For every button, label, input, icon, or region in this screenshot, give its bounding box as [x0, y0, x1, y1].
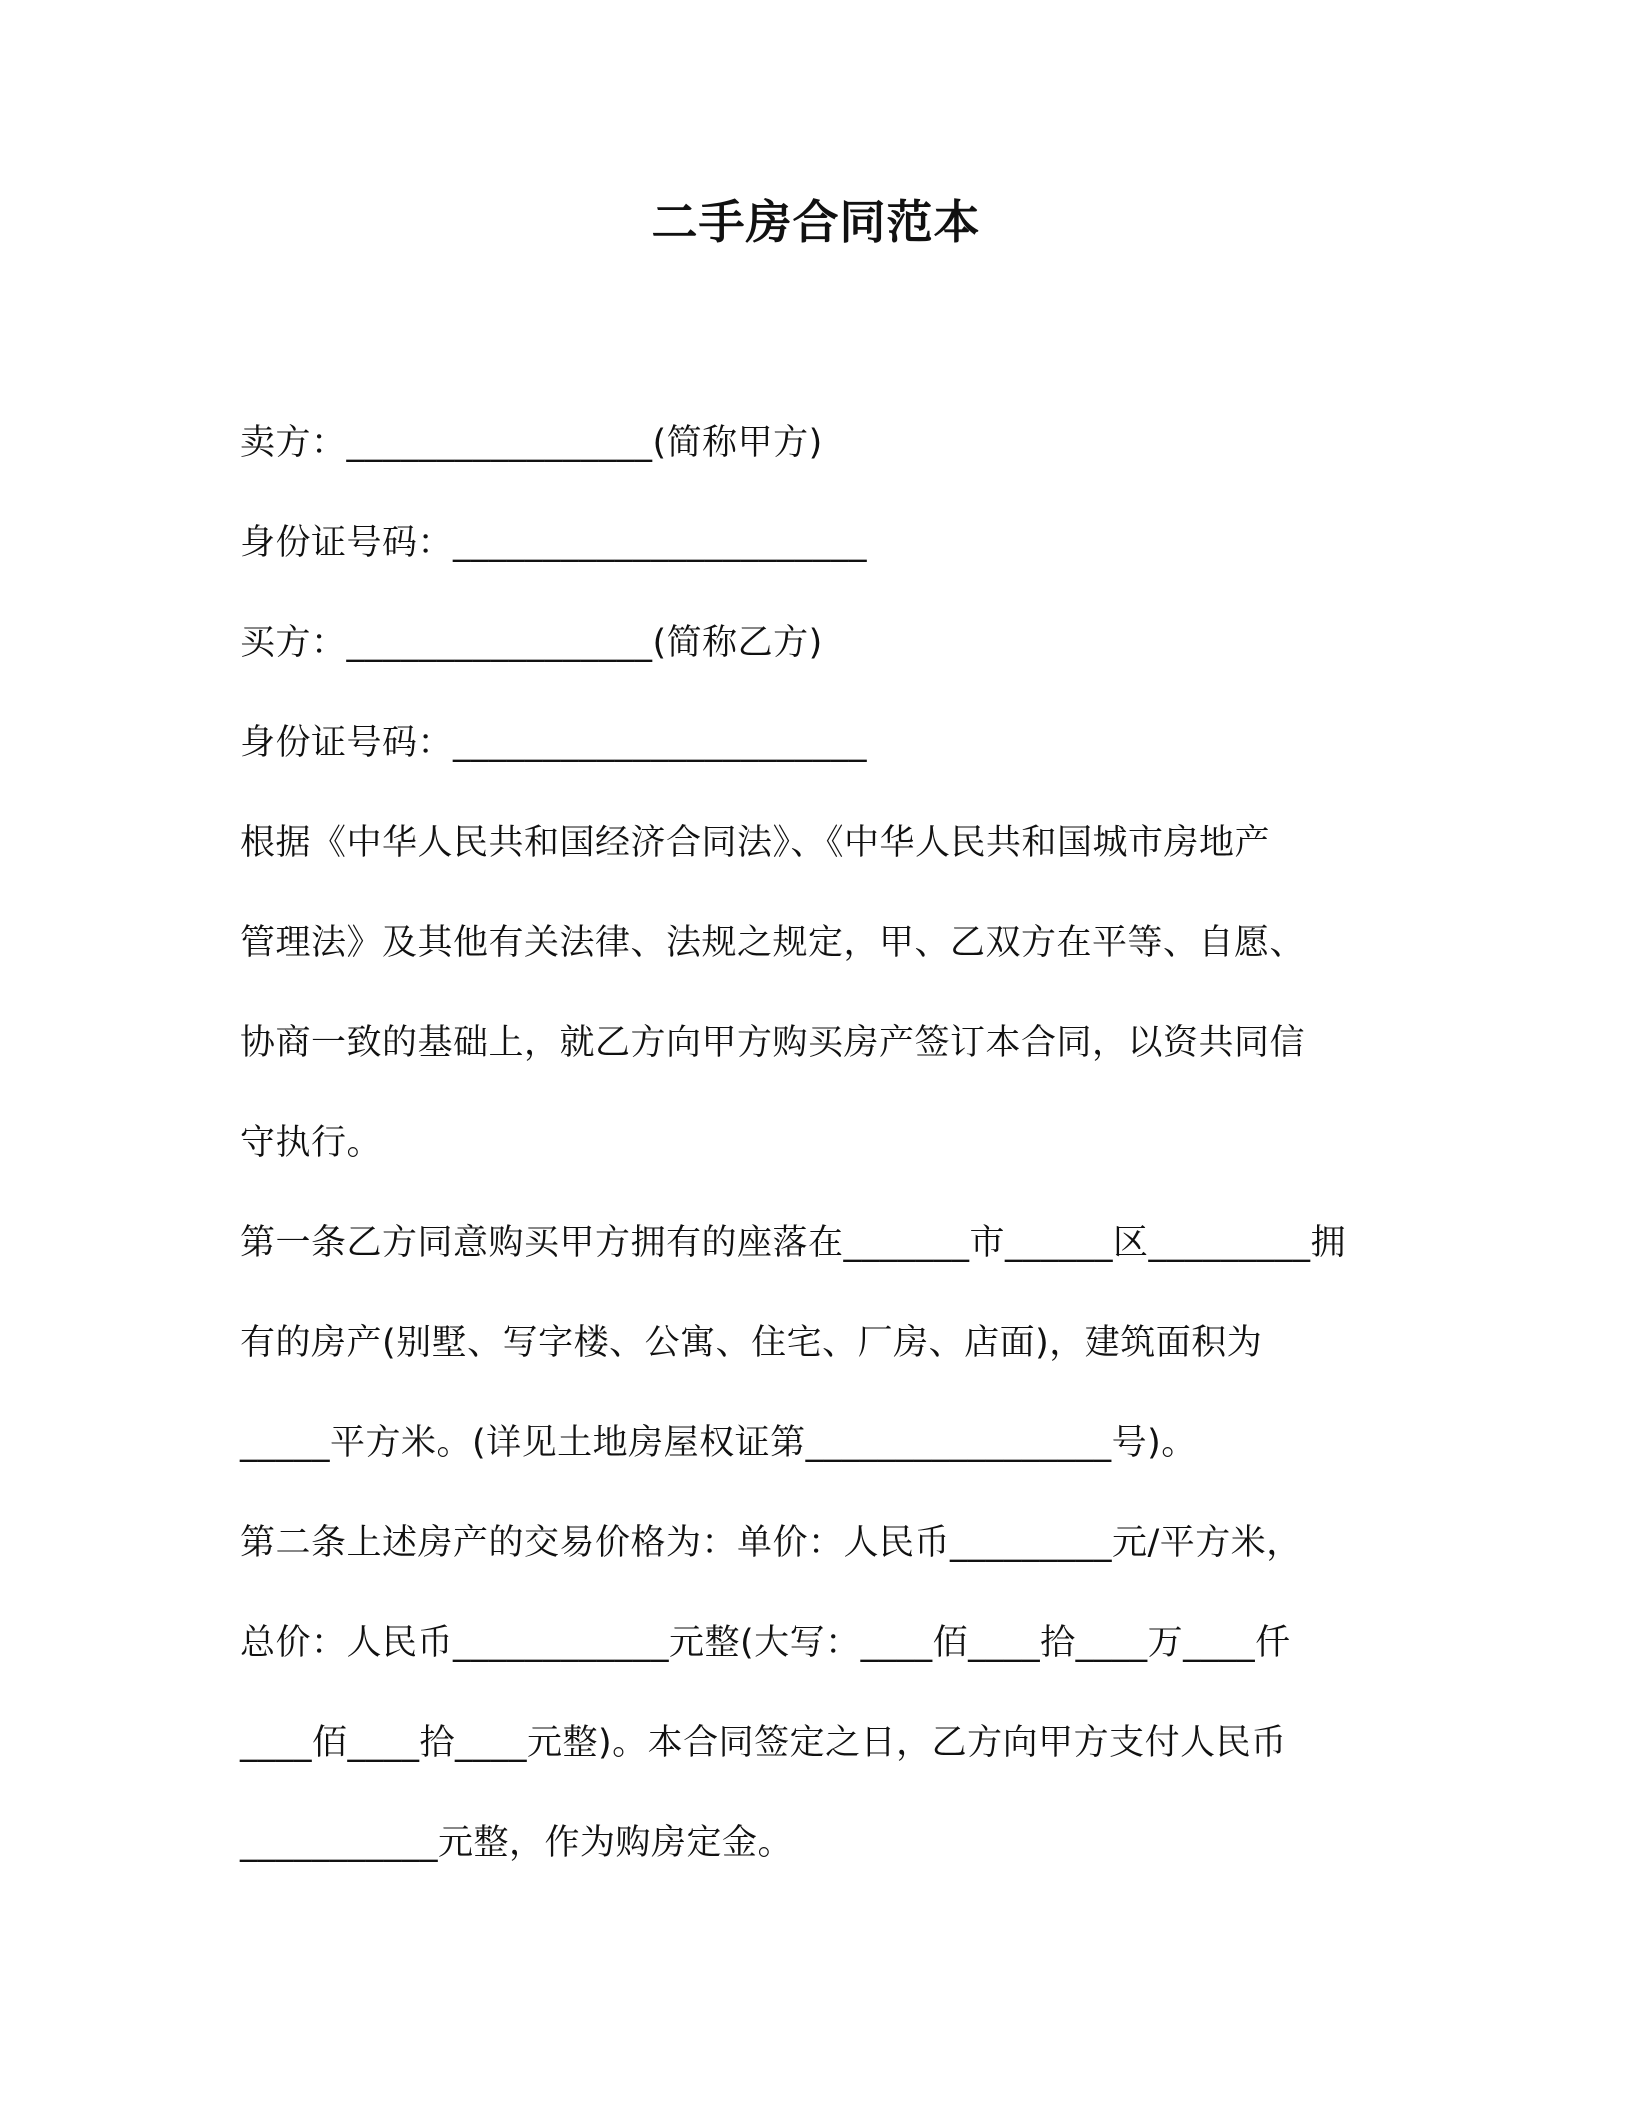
- article-1-line-2: 有的房产(别墅、写字楼、公寓、住宅、厂房、店面)，建筑面积为: [240, 1323, 1263, 1363]
- seller-line: 卖方：_________________(简称甲方): [240, 423, 823, 463]
- article-2-line-1: 第二条上述房产的交易价格为：单价：人民币_________元/平方米，: [240, 1523, 1302, 1563]
- preamble-line-4: 守执行。: [240, 1123, 383, 1163]
- preamble-line-2: 管理法》及其他有关法律、法规之规定，甲、乙双方在平等、自愿、: [240, 923, 1306, 963]
- buyer-id-line: 身份证号码：_______________________: [240, 723, 868, 763]
- article-2-line-2: 总价：人民币____________元整(大写：____佰____拾____万____仟: [240, 1623, 1291, 1663]
- article-1-line-3: _____平方米。(详见土地房屋权证第_________________号)。: [240, 1423, 1197, 1463]
- preamble-line-1: 根据《中华人民共和国经济合同法》、《中华人民共和国城市房地产: [240, 823, 1271, 863]
- seller-id-line: 身份证号码：_______________________: [240, 523, 868, 563]
- article-1-line-1: 第一条乙方同意购买甲方拥有的座落在_______市______区_________拥: [240, 1223, 1347, 1263]
- article-2-line-3: ____佰____拾____元整)。本合同签定之日，乙方向甲方支付人民币: [240, 1723, 1287, 1763]
- article-2-line-4: ___________元整，作为购房定金。: [240, 1823, 794, 1863]
- document-title: 二手房合同范本: [651, 195, 981, 249]
- buyer-line: 买方：_________________(简称乙方): [240, 623, 823, 663]
- preamble-line-3: 协商一致的基础上，就乙方向甲方购买房产签订本合同，以资共同信: [240, 1023, 1306, 1063]
